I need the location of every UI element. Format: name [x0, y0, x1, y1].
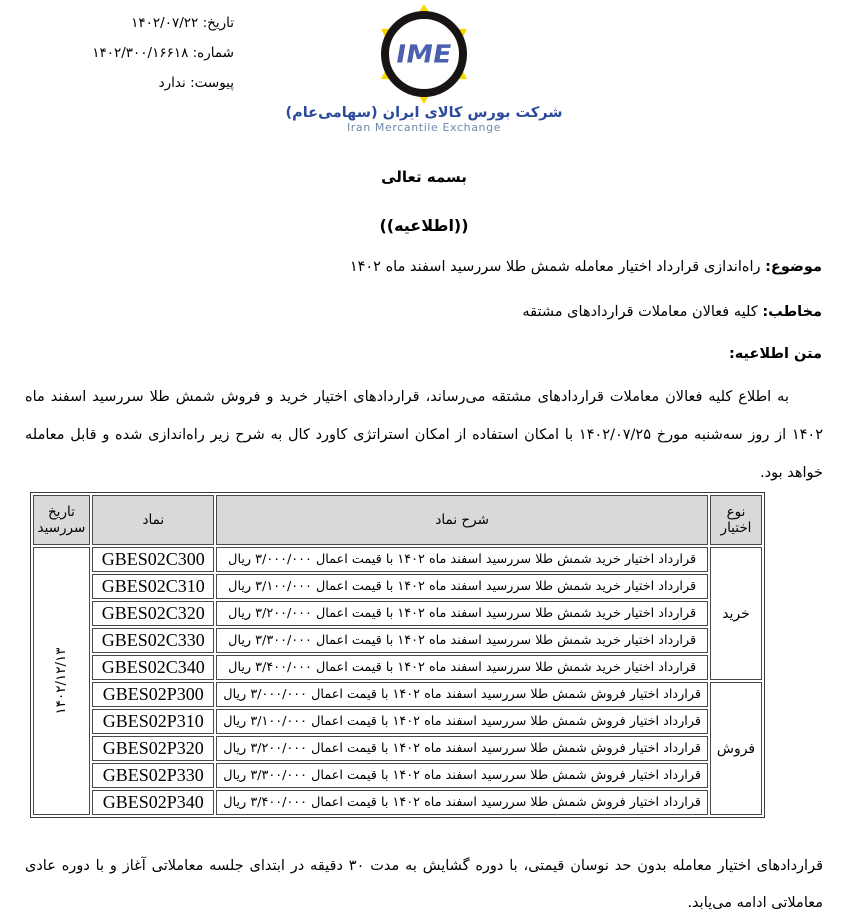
contracts-table-wrapper [30, 492, 765, 818]
header-option-type: نوع اختیار [710, 495, 762, 545]
description-cell: قرارداد اختیار فروش شمش طلا سررسید اسفند ماه ۱۴۰۲ با قیمت اعمال ۳/۰۰۰/۰۰۰ ریال [216, 682, 708, 707]
table-row [33, 655, 762, 680]
date-value: ۱۴۰۲/۰۷/۲۲ [131, 15, 199, 31]
option-type-put-cell: فروش [710, 682, 762, 815]
maturity-date-value: ۱۴۰۲/۱۲/۱۳ [53, 647, 70, 715]
contracts-table [30, 492, 765, 818]
letterhead-info [12, 8, 234, 98]
letterhead-attachment [12, 68, 234, 98]
table-row [33, 682, 762, 707]
symbol-cell: GBES02P330 [92, 763, 214, 788]
subject-line [26, 259, 822, 275]
description-cell: قرارداد اختیار خرید شمش طلا سررسید اسفند ماه ۱۴۰۲ با قیمت اعمال ۳/۲۰۰/۰۰۰ ریال [216, 601, 708, 626]
table-row [33, 709, 762, 734]
description-cell: قرارداد اختیار فروش شمش طلا سررسید اسفند ماه ۱۴۰۲ با قیمت اعمال ۳/۲۰۰/۰۰۰ ریال [216, 736, 708, 761]
company-name-en: Iran Mercantile Exchange [346, 121, 502, 134]
description-cell: قرارداد اختیار خرید شمش طلا سررسید اسفند ماه ۱۴۰۲ با قیمت اعمال ۳/۳۰۰/۰۰۰ ریال [216, 628, 708, 653]
header-symbol: نماد [92, 495, 214, 545]
symbol-cell: GBES02P310 [92, 709, 214, 734]
attachment-value: ندارد [158, 75, 186, 91]
company-name-fa: شرکت بورس کالای ایران (سهامی‌عام) [285, 105, 563, 121]
table-row [33, 547, 762, 572]
table-row [33, 601, 762, 626]
description-cell: قرارداد اختیار فروش شمش طلا سررسید اسفند ماه ۱۴۰۲ با قیمت اعمال ۳/۳۰۰/۰۰۰ ریال [216, 763, 708, 788]
symbol-cell: GBES02C330 [92, 628, 214, 653]
number-value: ۱۴۰۲/۳۰۰/۱۶۶۱۸ [92, 45, 189, 61]
symbol-cell: GBES02C320 [92, 601, 214, 626]
logo-ring-icon [381, 11, 467, 97]
description-cell: قرارداد اختیار خرید شمش طلا سررسید اسفند ماه ۱۴۰۲ با قیمت اعمال ۳/۰۰۰/۰۰۰ ریال [216, 547, 708, 572]
subject-label: موضوع: [765, 259, 822, 275]
header-maturity: تاریخ سررسید [33, 495, 91, 545]
symbol-cell: GBES02C310 [92, 574, 214, 599]
table-row [33, 736, 762, 761]
audience-line [26, 304, 822, 320]
header-description: شرح نماد [216, 495, 708, 545]
attachment-label: پیوست: [190, 75, 234, 91]
symbol-cell: GBES02P320 [92, 736, 214, 761]
description-cell: قرارداد اختیار خرید شمش طلا سررسید اسفند ماه ۱۴۰۲ با قیمت اعمال ۳/۴۰۰/۰۰۰ ریال [216, 655, 708, 680]
subject-text: راه‌اندازی قرارداد اختیار معامله شمش طلا سررسید اسفند ماه ۱۴۰۲ [349, 259, 766, 275]
date-label: تاریخ: [202, 15, 234, 31]
description-cell: قرارداد اختیار فروش شمش طلا سررسید اسفند ماه ۱۴۰۲ با قیمت اعمال ۳/۱۰۰/۰۰۰ ریال [216, 709, 708, 734]
body-paragraph: به اطلاع کلیه فعالان معاملات قراردادهای مشتقه می‌رساند، قراردادهای اختیار خرید و فروش شمش طلا سررسید اسفند ماه ۱۴۰۲ از روز سه‌شنبه مورخ ۱۴۰۲/۰۷/۲۵ با امکان استفاده از امکان استراتژی کاورد کال به شرح زیر راه‌اندازی شده و قابل معامله خواهد بود. [25, 389, 823, 481]
option-type-call-cell: خرید [710, 547, 762, 680]
footer-paragraph: قراردادهای اختیار معامله بدون حد نوسان قیمتی، با دوره گشایش به مدت ۳۰ دقیقه در ابتدای جلسه معاملاتی آغاز و با دوره عادی معاملاتی ادامه می‌یابد. [25, 858, 824, 911]
number-label: شماره: [192, 45, 234, 61]
ime-logo-icon [374, 4, 474, 104]
description-cell: قرارداد اختیار فروش شمش طلا سررسید اسفند ماه ۱۴۰۲ با قیمت اعمال ۳/۴۰۰/۰۰۰ ریال [216, 790, 708, 815]
letterhead-date [12, 8, 234, 38]
table-row [33, 628, 762, 653]
maturity-date-cell [33, 547, 91, 815]
symbol-cell: GBES02P300 [92, 682, 214, 707]
notice-title: ((اطلاعیه)) [379, 216, 469, 235]
body-text-label: متن اطلاعیه: [728, 346, 822, 362]
basmala-heading: بسمه تعالی [381, 168, 467, 186]
audience-text: کلیه فعالان معاملات قراردادهای مشتقه [522, 304, 763, 320]
description-cell: قرارداد اختیار خرید شمش طلا سررسید اسفند ماه ۱۴۰۲ با قیمت اعمال ۳/۱۰۰/۰۰۰ ریال [216, 574, 708, 599]
symbol-cell: GBES02C300 [92, 547, 214, 572]
table-row [33, 574, 762, 599]
logo-block [284, 4, 564, 134]
audience-label: مخاطب: [762, 304, 822, 320]
table-row [33, 790, 762, 815]
letterhead-number [12, 38, 234, 68]
symbol-cell: GBES02C340 [92, 655, 214, 680]
logo-monogram: IME [393, 39, 455, 69]
table-row [33, 763, 762, 788]
table-header-row [33, 495, 762, 545]
symbol-cell: GBES02P340 [92, 790, 214, 815]
